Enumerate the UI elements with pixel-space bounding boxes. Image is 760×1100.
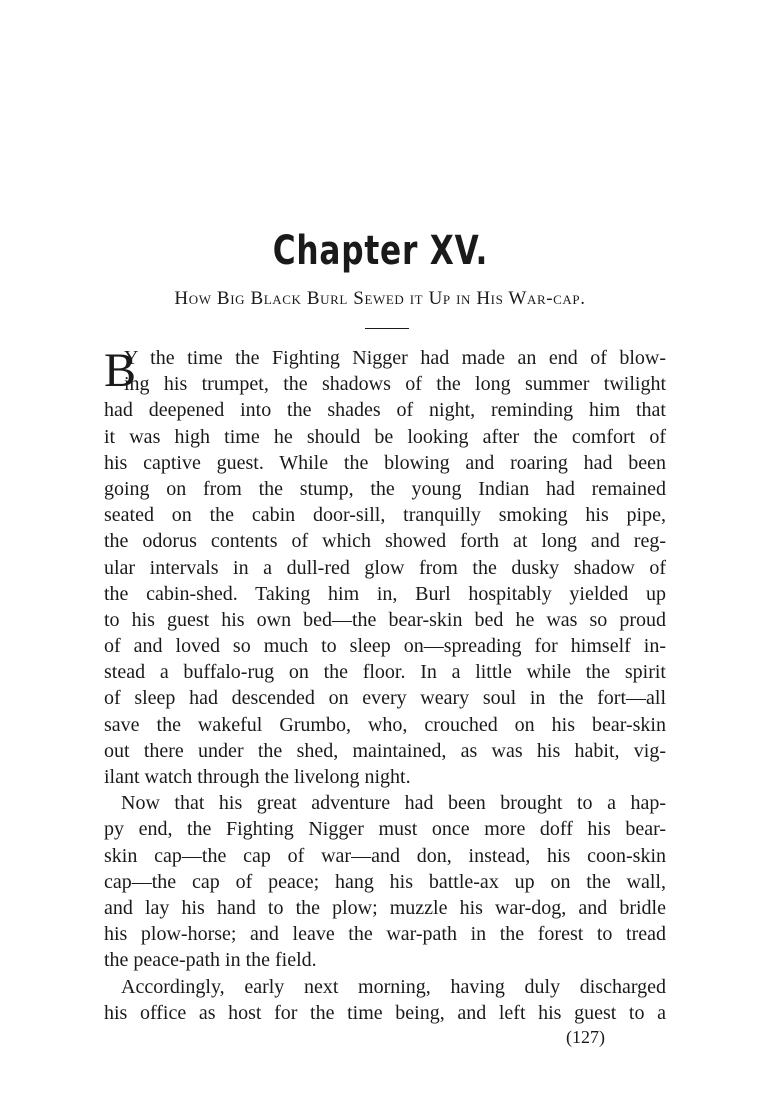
text-line: going on from the stump, the young Indian had remained [104,477,666,500]
text-line: Accordingly, early next morning, having duly discharged [121,975,666,998]
text-line: his captive guest. While the blowing and roaring had been [104,451,666,474]
text-line: ular intervals in a dull-red glow from the dusky shadow of [104,556,666,579]
text-line: py end, the Fighting Nigger must once more doff his bear- [104,818,666,841]
text-line: Now that his great adventure had been brought to a hap- [121,792,666,815]
text-line: the cabin-shed. Taking him in, Burl hospitably yielded up [104,582,666,605]
chapter-title: Chapter XV. [272,228,489,274]
text-line: it was high time he should be looking after the comfort of [104,425,666,448]
text-line: of sleep had descended on every weary soul in the fort—all [104,687,666,710]
text-line: had deepened into the shades of night, reminding him that [104,399,666,422]
text-line: of and loved so much to sleep on—spreading for himself in- [104,635,666,658]
text-line: ilant watch through the livelong night. [104,766,411,788]
text-line: ing his trumpet, the shadows of the long summer twilight [124,373,666,396]
page-number: (127) [566,1027,605,1047]
drop-cap: B [104,344,137,397]
text-line: and lay his hand to the plow; muzzle his war-dog, and bridle [104,896,666,919]
text-line: his plow-horse; and leave the war-path in the forest to tread [104,923,666,946]
chapter-body [104,345,666,1026]
text-line: skin cap—the cap of war—and don, instead, his coon-skin [104,844,666,867]
text-line: out there under the shed, maintained, as was his habit, vig- [104,739,666,762]
chapter-subtitle: How Big Black Burl Sewed it Up in His War-cap. [174,288,586,309]
text-line: the peace-path in the field. [104,949,317,972]
text-line: seated on the cabin door-sill, tranquilly smoking his pipe, [104,504,666,527]
text-line: cap—the cap of peace; hang his battle-ax up on the wall, [104,870,666,893]
title-divider [365,328,409,329]
text-line: his office as host for the time being, and left his guest to a [104,1001,666,1024]
text-line: stead a buffalo-rug on the floor. In a little while the spirit [104,661,666,684]
text-line: to his guest his own bed—the bear-skin bed he was so proud [104,608,666,631]
text-line: the odorus contents of which showed forth at long and reg- [104,530,666,553]
text-line: Y the time the Fighting Nigger had made an end of blow- [124,347,666,369]
text-line: save the wakeful Grumbo, who, crouched on his bear-skin [104,713,666,736]
